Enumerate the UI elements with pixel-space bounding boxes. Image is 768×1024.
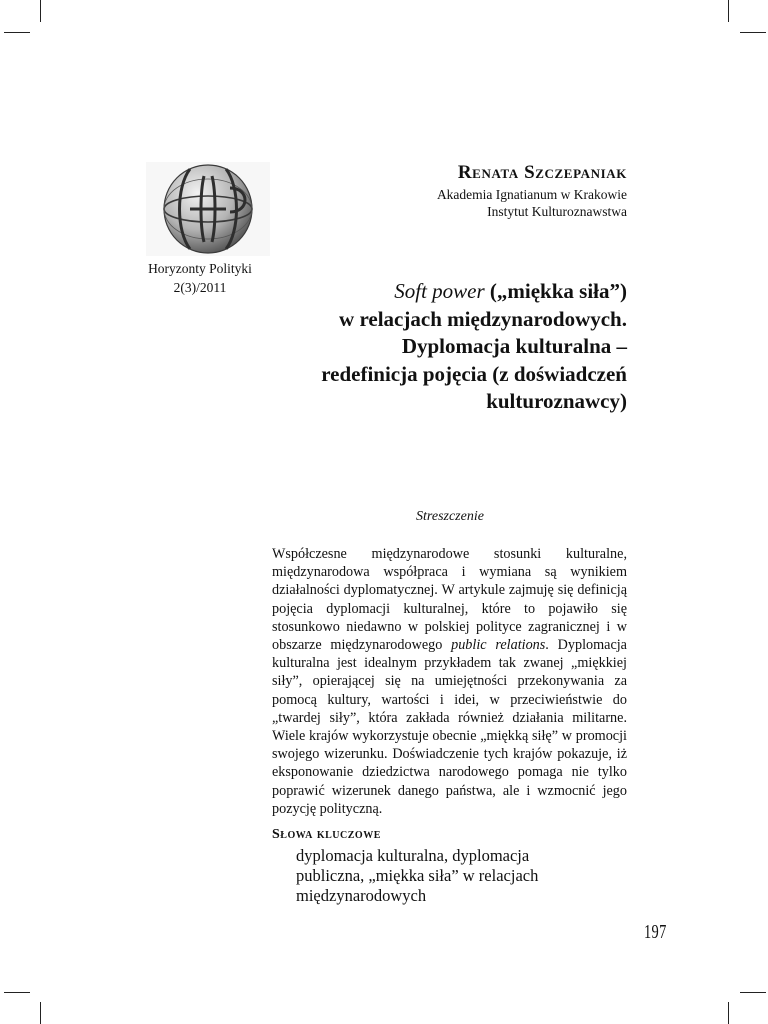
abstract-part-2: . Dyplomacja kulturalna jest idealnym przykładem tak zwanej „miękkiej siły”, opierającej się na umiejętności przekonywania za pomocą kultury, wartości i idei, w przeciwieństwie do „twardej siły”, która zakłada również działania militarne. Wiele krajów wykorzystuje obecnie „miękką siłę” w promocji swojego wizerunku. Doświadczenie tych krajów pokazuje, iż eksponowanie dziedzictwa narodowego pomaga nie tylko poprawić wizerunek danego państwa, ale i wzmocnić jego pozycję polityczną. xyxy=(272,637,627,817)
crop-mark-top-left-h xyxy=(4,32,30,33)
journal-name: Horyzonty Polityki xyxy=(148,261,252,276)
abstract-part-1: Współczesne międzynarodowe stosunki kulturalne, międzynarodowa współpraca i wymiana są wynikiem działalności dyplomatycznej. W artykule zajmuję się definicją pojęcia dyplomacji kulturalnej, które to pojawiło się stosunkowo niedawno w polskiej polityce zagranicznej i w obszarze międzynarodowego xyxy=(272,546,627,654)
crop-mark-top-right-v xyxy=(728,0,729,22)
crop-mark-bottom-left-v xyxy=(40,1002,41,1024)
title-line-4: redefinicja pojęcia (z doświadczeń xyxy=(321,361,627,386)
crop-mark-top-right-h xyxy=(740,32,766,33)
journal-issue: 2(3)/2011 xyxy=(173,280,227,295)
title-line-1-rest: („miękka siła”) xyxy=(484,279,627,303)
crop-mark-bottom-right-v xyxy=(728,1002,729,1024)
author-affiliation-2: Instytut Kulturoznawstwa xyxy=(487,204,627,219)
keywords-heading: Słowa kluczowe xyxy=(272,827,381,842)
author-block xyxy=(437,160,627,220)
title-line-5: kulturoznawcy) xyxy=(486,389,627,413)
crop-mark-bottom-left-h xyxy=(4,992,30,993)
title-line-1 xyxy=(207,278,627,306)
abstract-heading: Streszczenie xyxy=(416,509,484,524)
author-affiliation-1: Akademia Ignatianum w Krakowie xyxy=(436,187,627,202)
page-number: 197 xyxy=(644,921,667,943)
title-italic-part: Soft power xyxy=(394,279,485,303)
crop-mark-top-left-v xyxy=(40,0,41,22)
title-line-2: w relacjach międzynarodowych. xyxy=(339,306,627,331)
crop-mark-bottom-right-h xyxy=(740,992,766,993)
article-title xyxy=(207,278,627,416)
keywords-text: dyplomacja kulturalna, dyplomacja publiczna, „miękka siła” w relacjach międzynarodowych xyxy=(296,846,539,905)
abstract-text xyxy=(272,545,627,818)
author-name: Renata Szczepaniak xyxy=(457,162,627,183)
journal-logo xyxy=(146,162,270,256)
globe-logo-icon xyxy=(146,162,270,256)
abstract-italic: public relations xyxy=(451,637,546,654)
title-line-3: Dyplomacja kulturalna – xyxy=(401,334,627,358)
